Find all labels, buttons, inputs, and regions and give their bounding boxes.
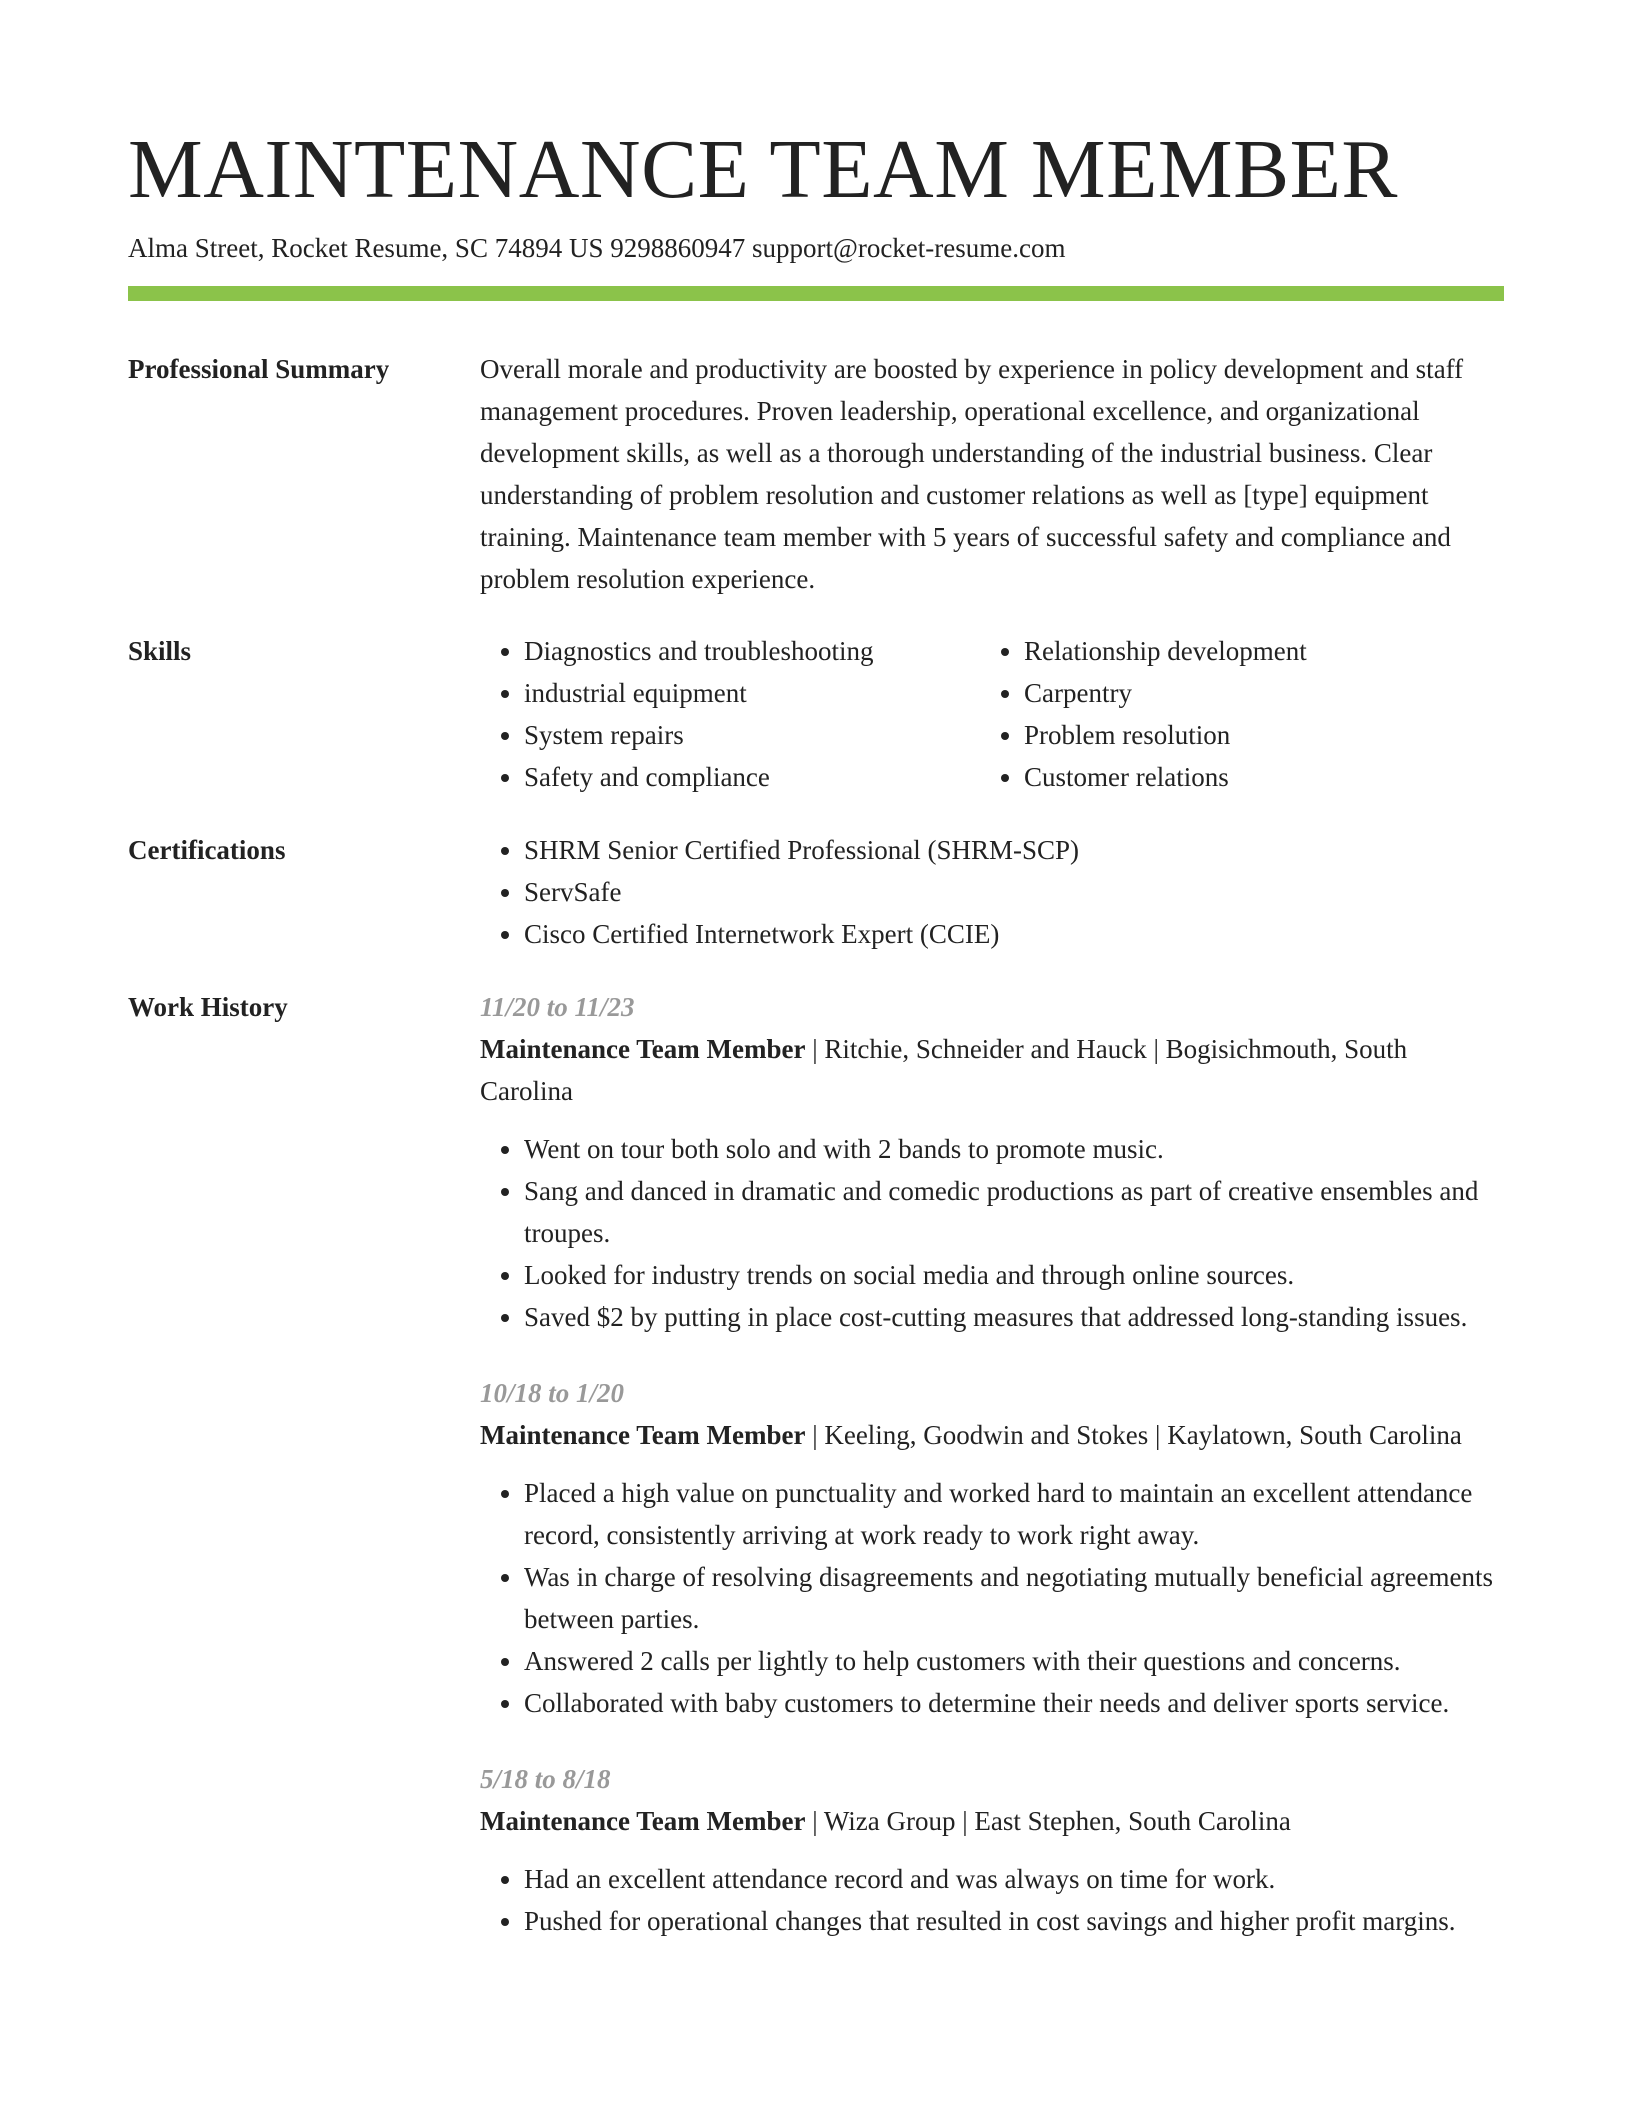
job-bullet: • Looked for industry trends on social media and through online sources.	[524, 1254, 1504, 1296]
accent-divider	[128, 286, 1504, 301]
job-bullet: • Pushed for operational changes that resulted in cost savings and higher profit margins.	[524, 1900, 1504, 1942]
section-label-skills: Skills	[128, 636, 192, 666]
job-entry	[480, 986, 1504, 1338]
summary-text: Overall morale and productivity are boosted by experience in policy development and staff management procedures. Proven leadership, operational excellence, and organizational development skills, as well as a thorough understanding of the industrial business. Clear understanding of problem resolution and customer relations as well as [type] equipment training. Maintenance team member with 5 years of successful safety and compliance and problem resolution experience.	[480, 354, 1464, 594]
job-bullet: • Answered 2 calls per lightly to help customers with their questions and concerns.	[524, 1640, 1504, 1682]
job-bullets	[480, 1858, 1504, 1942]
job-bullets	[480, 1472, 1504, 1724]
certification-item: • SHRM Senior Certified Professional (SHRM-SCP)	[524, 829, 1504, 871]
job-heading	[480, 1414, 1504, 1456]
job-dates: 10/18 to 1/20	[480, 1378, 625, 1408]
job-entry	[480, 1758, 1504, 1942]
job-dates: 11/20 to 11/23	[480, 992, 635, 1022]
job-bullet: • Sang and danced in dramatic and comedic productions as part of creative ensembles and troupes.	[524, 1170, 1504, 1254]
section-label-work-history: Work History	[128, 992, 288, 1022]
job-heading	[480, 1028, 1504, 1112]
job-bullet: • Was in charge of resolving disagreements and negotiating mutually beneficial agreements between parties.	[524, 1556, 1504, 1640]
skill-item: • Problem resolution	[1024, 714, 1524, 756]
job-bullet: • Placed a high value on punctuality and worked hard to maintain an excellent attendance record, consistently arriving at work ready to work right away.	[524, 1472, 1504, 1556]
section-label-summary: Professional Summary	[128, 354, 390, 384]
skill-item: • Safety and compliance	[524, 756, 1024, 798]
job-bullet: • Saved $2 by putting in place cost-cutting measures that addressed long-standing issues.	[524, 1296, 1504, 1338]
resume-name: MAINTENANCE TEAM MEMBER	[128, 123, 1398, 216]
job-bullet: • Went on tour both solo and with 2 bands to promote music.	[524, 1128, 1504, 1170]
skill-item: • Customer relations	[1024, 756, 1524, 798]
job-details: | Keeling, Goodwin and Stokes | Kaylatown, South Carolina	[805, 1420, 1462, 1450]
job-heading	[480, 1800, 1504, 1842]
job-dates: 5/18 to 8/18	[480, 1764, 611, 1794]
certifications-list	[480, 829, 1504, 955]
certifications-body	[480, 829, 1504, 955]
job-title: Maintenance Team Member	[480, 1806, 806, 1836]
skill-item: • industrial equipment	[524, 672, 1024, 714]
job-bullet: • Had an excellent attendance record and was always on time for work.	[524, 1858, 1504, 1900]
job-details: | Wiza Group | East Stephen, South Carolina	[805, 1806, 1291, 1836]
skills-list-right	[980, 630, 1524, 798]
job-details: | Ritchie, Schneider and Hauck | Bogisichmouth, South Carolina	[480, 1034, 1408, 1106]
certification-item: • ServSafe	[524, 871, 1504, 913]
skill-item: • Relationship development	[1024, 630, 1524, 672]
certification-item: • Cisco Certified Internetwork Expert (CCIE)	[524, 913, 1504, 955]
skill-item: • System repairs	[524, 714, 1024, 756]
job-entry	[480, 1372, 1504, 1724]
job-bullets	[480, 1128, 1504, 1338]
job-title: Maintenance Team Member	[480, 1420, 806, 1450]
job-title: Maintenance Team Member	[480, 1034, 806, 1064]
skills-list-left	[480, 630, 1024, 798]
section-label-certifications: Certifications	[128, 835, 286, 865]
summary-body	[480, 348, 1504, 600]
contact-line: Alma Street, Rocket Resume, SC 74894 US 9298860947 support@rocket-resume.com	[128, 233, 1066, 263]
work-history-body	[480, 986, 1504, 1976]
skill-item: • Diagnostics and troubleshooting	[524, 630, 1024, 672]
skill-item: • Carpentry	[1024, 672, 1524, 714]
job-bullet: • Collaborated with baby customers to determine their needs and deliver sports service.	[524, 1682, 1504, 1724]
